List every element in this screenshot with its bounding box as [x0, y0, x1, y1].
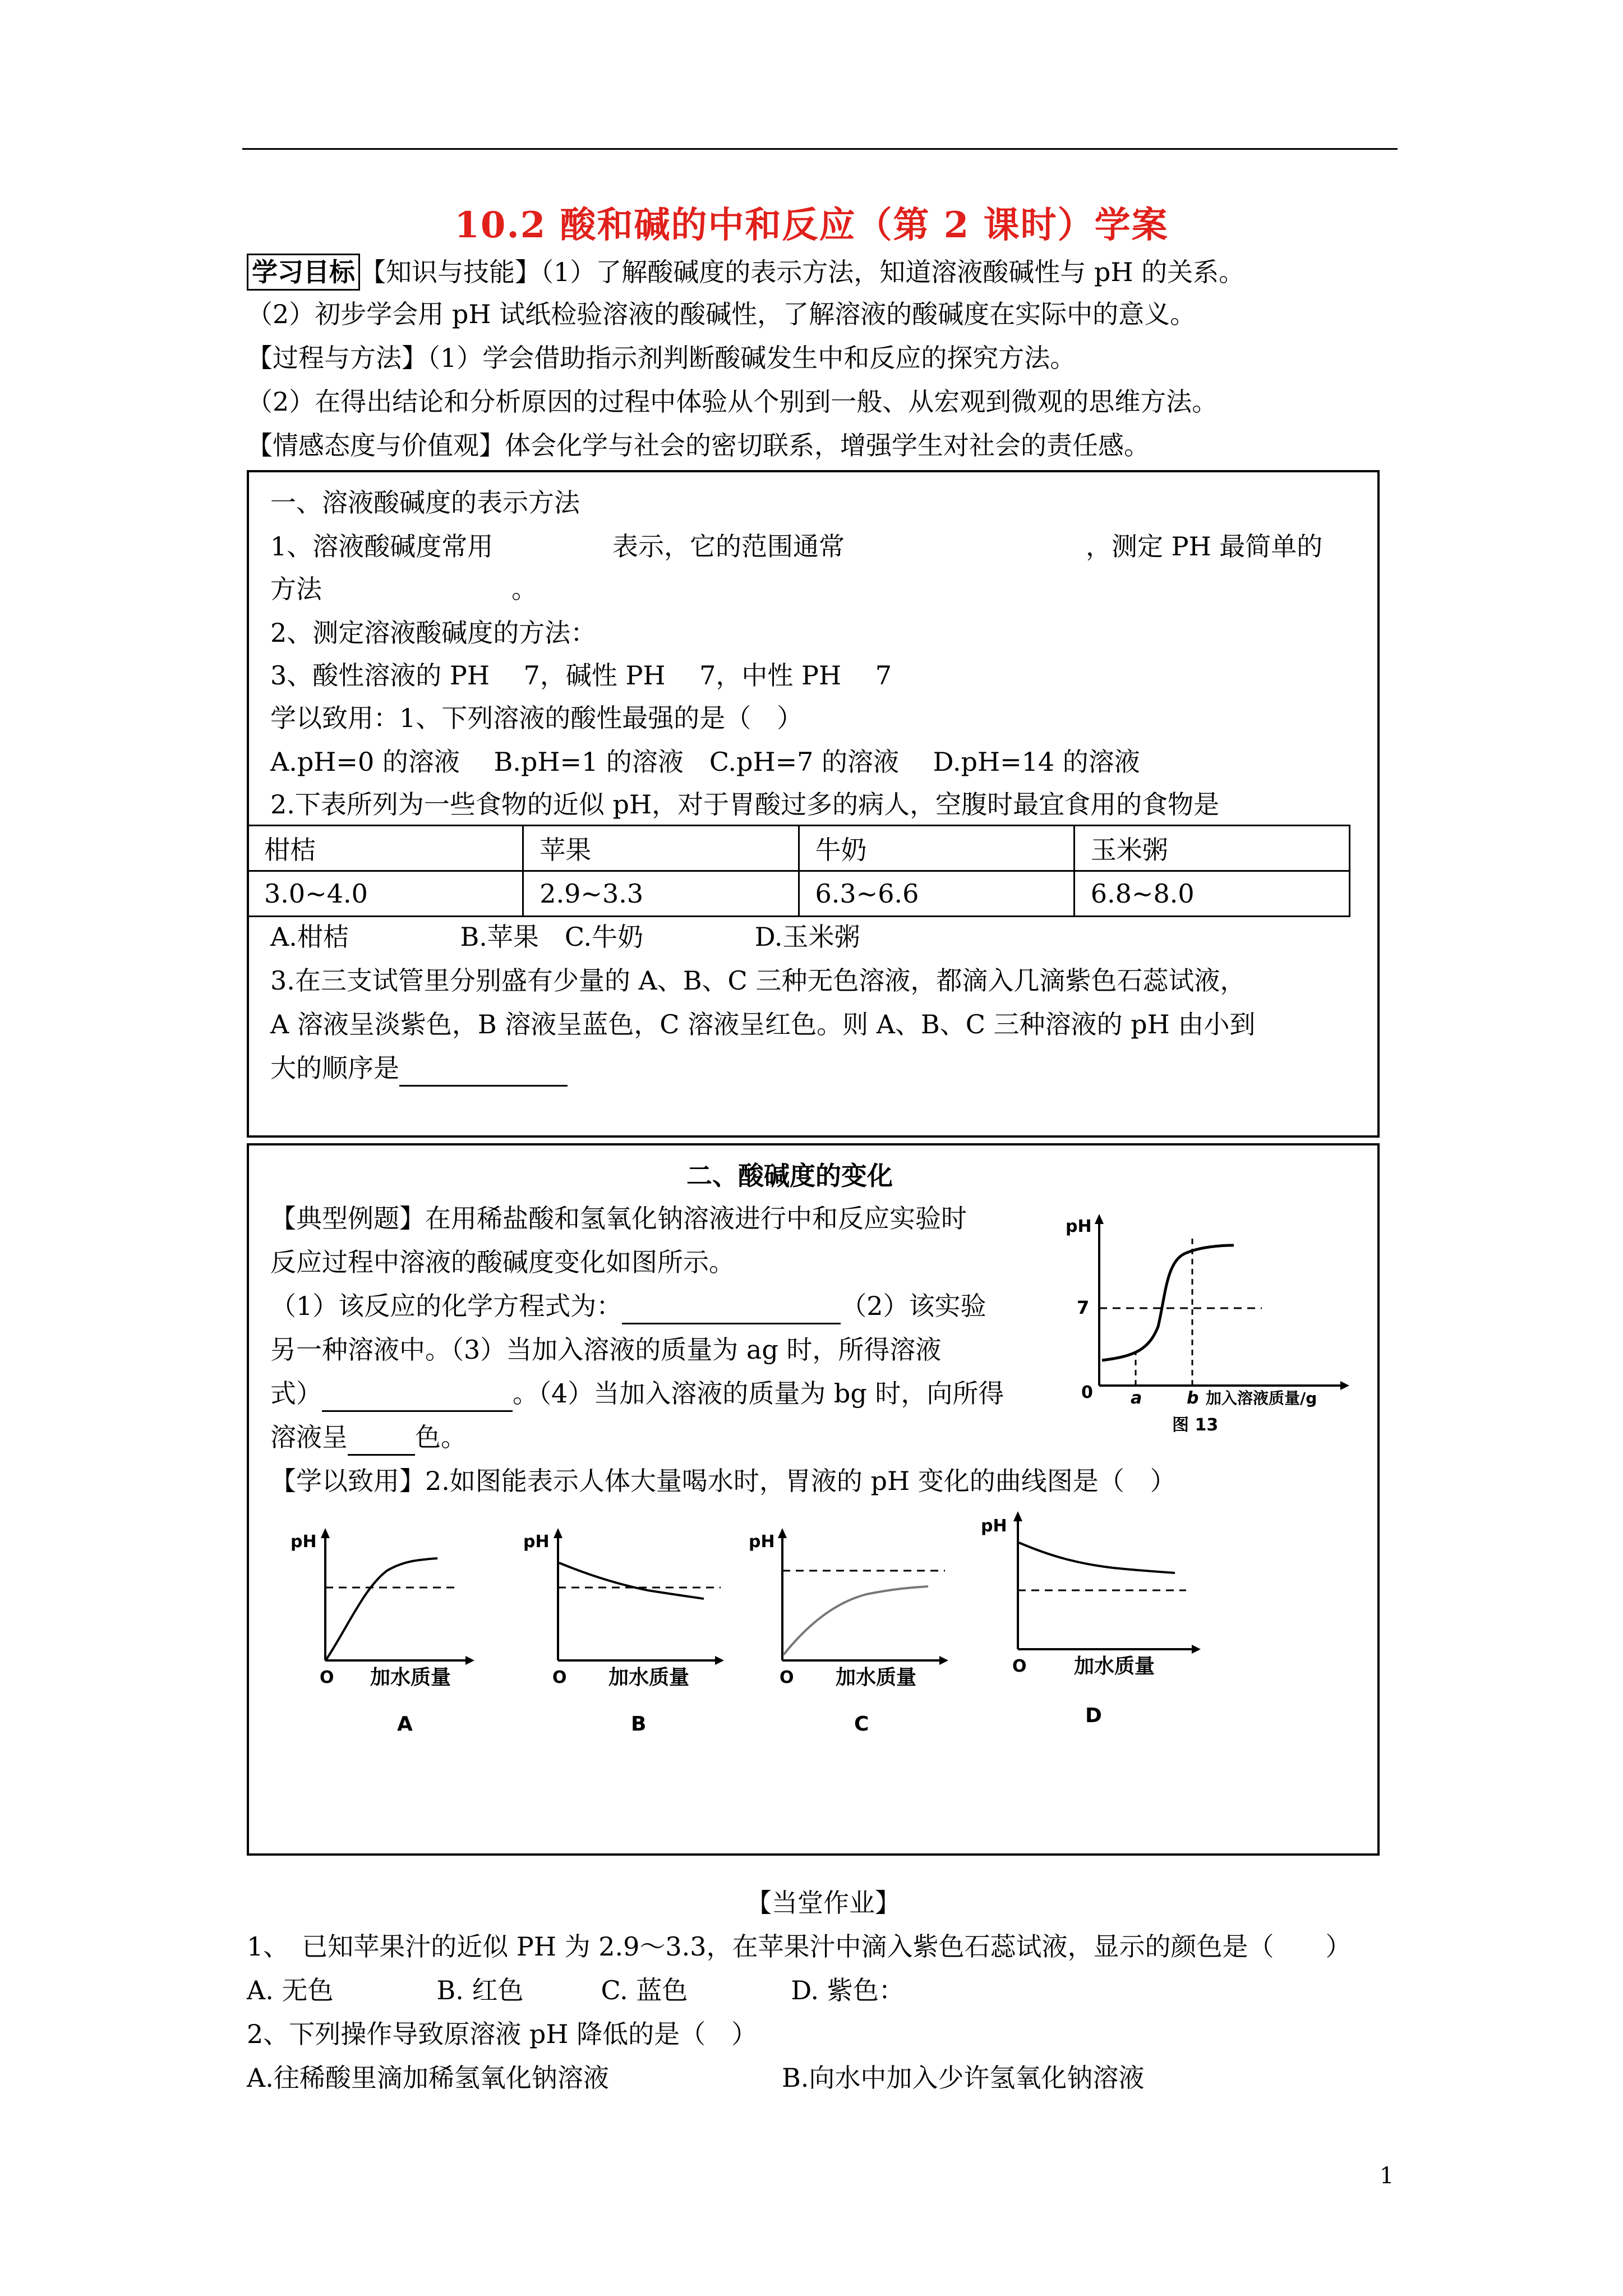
objectives-line-4: （2）在得出结论和分析原因的过程中体验从个别到一般、从宏观到微观的思维方法。: [247, 386, 1218, 417]
s1-q3: 3、酸性溶液的 PH 7，碱性 PH 7，中性 PH 7: [270, 660, 892, 691]
s2-example-text-5a: 式）: [270, 1378, 322, 1409]
homework-q1-options: A. 无色 B. 红色 C. 蓝色 D. 紫色：: [247, 1975, 905, 2005]
graph-c: [732, 1515, 956, 1739]
figure-13-y-arrow: [1095, 1214, 1104, 1224]
answer-blank: [399, 1051, 568, 1087]
s2-example-line-2: 反应过程中溶液的酸碱度变化如图所示。: [270, 1247, 735, 1277]
objectives-line-5: 【情感态度与价值观】体会化学与社会的密切联系，增强学生对社会的责任感。: [247, 430, 1150, 461]
s1-q1-part-c: ，测定 PH 最简单的: [1086, 531, 1323, 562]
graph-a-letter: A: [397, 1713, 413, 1736]
graph-d: [967, 1503, 1214, 1728]
graph-b-ylabel: pH: [523, 1532, 550, 1552]
homework-q2: 2、下列操作导致原溶液 pH 降低的是（ ）: [247, 2019, 758, 2049]
graph-d-letter: D: [1085, 1704, 1102, 1727]
s2-heading: 二、酸碱度的变化: [686, 1161, 893, 1191]
graph-c-origin: O: [780, 1668, 794, 1687]
s1-q1-part-b: 表示，它的范围通常: [612, 531, 845, 562]
graph-b-y-arrow: [554, 1528, 562, 1538]
s1-q2: 2、测定溶液酸碱度的方法：: [270, 618, 597, 648]
homework-heading: 【当堂作业】: [746, 1888, 901, 1918]
table-cell: 6.8~8.0: [1074, 871, 1349, 917]
objectives-line-3: 【过程与方法】（1）学会借助指示剂判断酸碱发生中和反应的探究方法。: [247, 343, 1076, 373]
graph-c-xlabel: 加水质量: [836, 1666, 917, 1689]
graph-a-ylabel: pH: [291, 1532, 317, 1552]
s2-example-line-5: [270, 1377, 1004, 1412]
graph-d-xlabel: 加水质量: [1074, 1655, 1155, 1678]
s1-heading: 一、溶液酸碱度的表示方法: [270, 487, 580, 518]
s2-example-line-3: [270, 1289, 986, 1324]
s2-example-text-6a: 溶液呈: [270, 1422, 348, 1452]
s1-apply-question-1: 学以致用：1、下列溶液的酸性最强的是（ ）: [270, 703, 803, 733]
page-title: 10.2 酸和碱的中和反应（第 2 课时）学案: [454, 204, 1169, 246]
s1-q3-text-3: 大的顺序是: [270, 1053, 399, 1083]
s2-example-text-5b: 。（4）当加入溶液的质量为 bg 时，向所得: [513, 1378, 1004, 1409]
graph-d-y-arrow: [1013, 1511, 1022, 1521]
s1-apply-options-1: A.pH=0 的溶液 B.pH=1 的溶液 C.pH=7 的溶液 D.pH=14 的溶液: [270, 747, 1140, 777]
page-number: 1: [1380, 2163, 1394, 2189]
s1-q3-line-2: A 溶液呈淡紫色，B 溶液呈蓝色，C 溶液呈红色。则 A、B、C 三种溶液的 pH 由小到: [270, 1009, 1256, 1039]
table-cell: 3.0~4.0: [248, 871, 523, 917]
s1-q1-part-d: 方法: [270, 574, 322, 604]
s1-table-question: 2.下表所列为一些食物的近似 pH，对于胃酸过多的病人，空腹时最宜食用的食物是: [270, 789, 1220, 820]
table-cell: 2.9~3.3: [523, 871, 799, 917]
figure-13-origin: 0: [1081, 1383, 1093, 1402]
graph-c-curve: [783, 1586, 928, 1655]
s1-q3-line-3: [270, 1051, 568, 1087]
graph-c-y-arrow: [778, 1528, 787, 1538]
figure-13-a-label: a: [1131, 1388, 1142, 1408]
objectives-text-1: 【知识与技能】（1）了解酸碱度的表示方法，知道溶液酸碱性与 pH 的关系。: [360, 257, 1245, 287]
answer-blank: [322, 1377, 513, 1412]
answer-blank: [622, 1289, 841, 1324]
graph-d-ylabel: pH: [981, 1516, 1007, 1536]
table-cell: 6.3~6.6: [799, 871, 1074, 917]
s2-example-line-6: [270, 1420, 467, 1456]
figure-13-curve: [1102, 1245, 1234, 1360]
graph-a-y-arrow: [321, 1528, 330, 1538]
graph-c-x-arrow: [939, 1656, 948, 1665]
homework-q2-option-a: A.往稀酸里滴加稀氢氧化钠溶液: [247, 2063, 609, 2093]
s2-example-line-4: 另一种溶液中。（3）当加入溶液的质量为 ag 时，所得溶液: [270, 1335, 942, 1365]
table-cell: 牛奶: [799, 826, 1074, 871]
graph-a-origin: O: [320, 1668, 334, 1687]
figure-13-seven: 7: [1077, 1297, 1090, 1318]
graph-d-x-arrow: [1192, 1645, 1201, 1654]
graph-b-xlabel: 加水质量: [608, 1666, 690, 1689]
graph-d-curve: [1019, 1543, 1175, 1573]
graph-a-x-arrow: [465, 1656, 474, 1665]
table-cell: 玉米粥: [1074, 826, 1349, 871]
s2-example-line-1: 【典型例题】在用稀盐酸和氢氧化钠溶液进行中和反应实验时: [270, 1203, 967, 1234]
graph-b-curve: [559, 1563, 704, 1599]
graph-a-curve: [326, 1558, 437, 1659]
graph-b: [508, 1515, 732, 1739]
s1-q3-line-1: 3.在三支试管里分别盛有少量的 A、B、C 三种无色溶液，都滴入几滴紫色石蕊试液，: [270, 965, 1246, 996]
objectives-tag: 学习目标: [247, 254, 360, 291]
s2-apply-question-2: 【学以致用】2.如图能表示人体大量喝水时，胃液的 pH 变化的曲线图是（ ）: [270, 1466, 1176, 1496]
s2-example-text-6b: 色。: [415, 1422, 467, 1452]
graph-b-origin: O: [552, 1668, 567, 1687]
graph-b-letter: B: [631, 1713, 647, 1736]
figure-13-ylabel: pH: [1066, 1217, 1092, 1236]
table-row: [248, 826, 1350, 871]
homework-q2-option-b: B.向水中加入少许氢氧化钠溶液: [782, 2063, 1145, 2093]
objectives-line-1: [247, 254, 1244, 291]
s2-example-text-3b: （2）该实验: [841, 1291, 986, 1321]
answer-blank: [348, 1420, 415, 1456]
header-rule: [242, 148, 1398, 150]
graph-c-letter: C: [854, 1713, 869, 1736]
table-row: [248, 871, 1350, 917]
table-cell: 柑桔: [248, 826, 523, 871]
table-cell: 苹果: [523, 826, 799, 871]
figure-13-xlabel: 加入溶液质量/g: [1206, 1389, 1317, 1407]
objectives-line-2: （2）初步学会用 pH 试纸检验溶液的酸碱性，了解溶液的酸碱度在实际中的意义。: [247, 299, 1196, 329]
s1-q1-part-a: 1、溶液酸碱度常用: [270, 531, 494, 562]
s1-q1-part-e: 。: [511, 574, 537, 604]
s2-example-text-3a: （1）该反应的化学方程式为：: [270, 1291, 623, 1321]
figure-13-ph-curve: [1038, 1200, 1352, 1447]
graph-c-ylabel: pH: [749, 1532, 775, 1552]
food-ph-table: [247, 825, 1350, 917]
graph-d-origin: O: [1012, 1657, 1027, 1676]
graph-a: [275, 1515, 477, 1739]
s1-apply-options-2: A.柑桔 B.苹果 C.牛奶 D.玉米粥: [270, 922, 860, 952]
figure-13-x-arrow: [1340, 1381, 1349, 1390]
figure-13-b-label: b: [1187, 1388, 1199, 1408]
graph-b-x-arrow: [715, 1656, 724, 1665]
graph-a-xlabel: 加水质量: [370, 1666, 451, 1689]
homework-q1: 1、 已知苹果汁的近似 PH 为 2.9～3.3，在苹果汁中滴入紫色石蕊试液，显示的颜色是（ ）: [247, 1931, 1352, 1962]
figure-13-caption: 图 13: [1172, 1415, 1219, 1435]
